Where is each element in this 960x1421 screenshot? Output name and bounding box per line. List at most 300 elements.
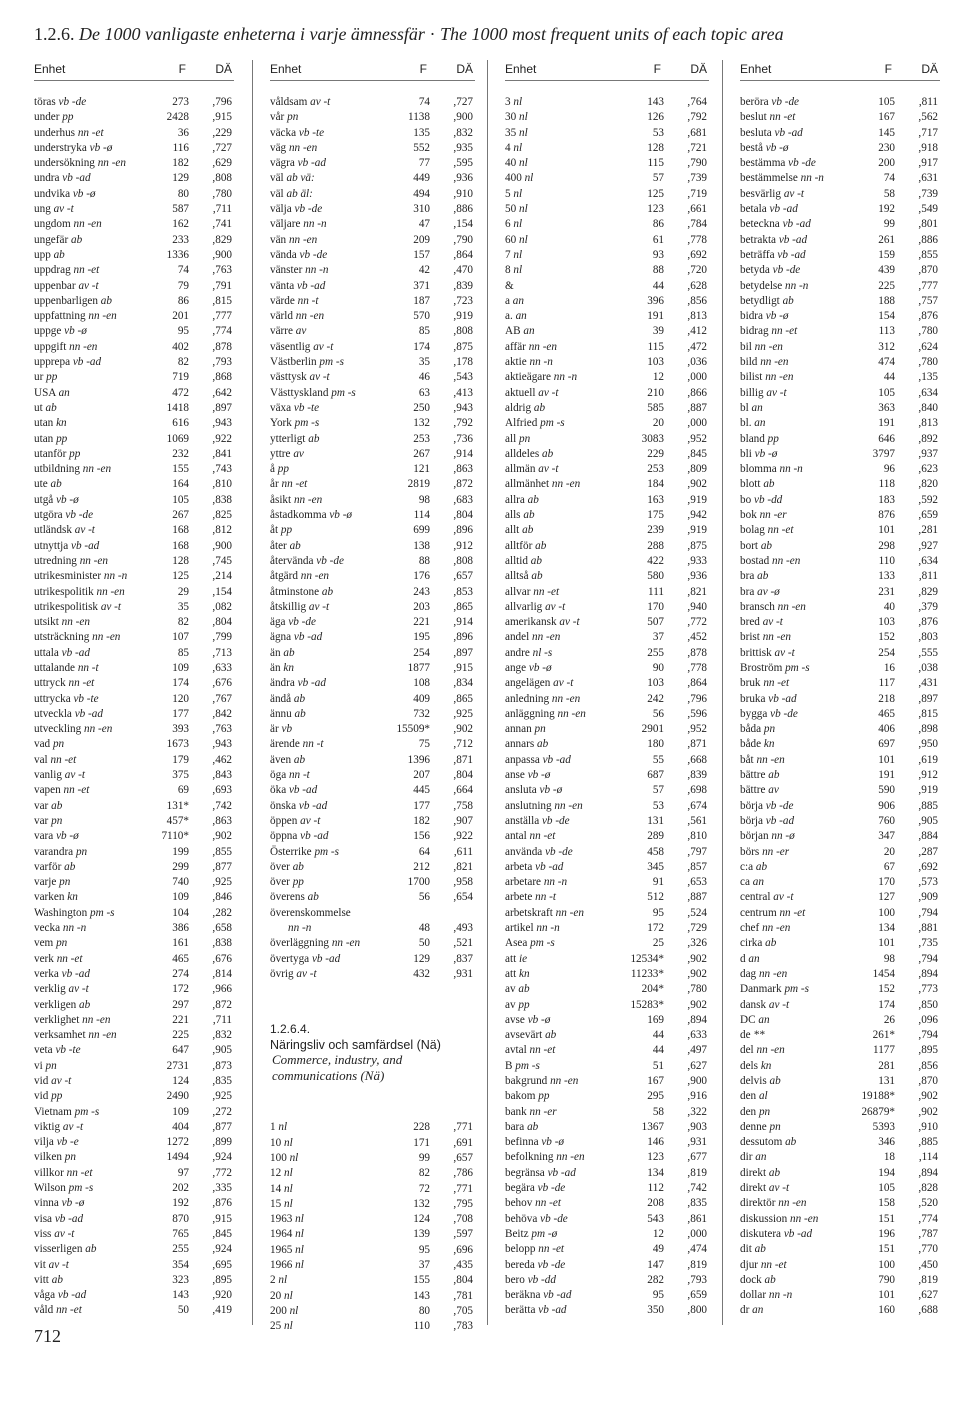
frequency-value: 363 bbox=[878, 401, 895, 414]
unit-word: Österrike bbox=[270, 845, 312, 858]
unit-word: B bbox=[505, 1059, 513, 1072]
frequency-value: 282 bbox=[647, 1273, 664, 1286]
frequency-value: 138 bbox=[413, 539, 430, 552]
unit-pos: nl bbox=[283, 1289, 293, 1302]
frequency-value: 616 bbox=[172, 417, 189, 430]
dispersion-value: ,777 bbox=[918, 279, 938, 292]
table-row bbox=[740, 1043, 940, 1058]
dispersion-value: ,909 bbox=[918, 891, 938, 904]
unit-entry bbox=[505, 799, 583, 814]
table-row bbox=[505, 1273, 709, 1288]
dispersion-value: ,619 bbox=[918, 753, 938, 766]
dispersion-value: ,412 bbox=[687, 325, 707, 338]
unit-entry bbox=[34, 875, 70, 890]
unit-pos: nn -en bbox=[295, 310, 325, 323]
table-row bbox=[34, 1196, 234, 1211]
unit-word: upprepa bbox=[34, 356, 71, 369]
frequency-value: 86 bbox=[177, 294, 189, 307]
frequency-value: 297 bbox=[172, 998, 189, 1011]
frequency-value: 422 bbox=[647, 554, 664, 567]
dispersion-value: ,931 bbox=[453, 967, 473, 980]
table-row bbox=[34, 1089, 234, 1104]
unit-entry bbox=[34, 615, 90, 630]
unit-word: öga bbox=[270, 769, 287, 782]
frequency-value: 1454 bbox=[872, 967, 895, 980]
frequency-value: 253 bbox=[413, 432, 430, 445]
table-row bbox=[740, 1105, 940, 1120]
unit-pos: vb bbox=[281, 723, 293, 736]
unit-word: betala bbox=[740, 203, 767, 216]
dispersion-value: ,764 bbox=[687, 96, 707, 108]
unit-entry bbox=[740, 845, 789, 860]
unit-entry bbox=[505, 783, 562, 798]
unit-entry bbox=[505, 1013, 550, 1028]
unit-entry bbox=[740, 829, 795, 844]
unit-word: utbildning bbox=[34, 463, 80, 476]
unit-word: töras bbox=[34, 96, 56, 108]
unit-entry bbox=[505, 187, 522, 202]
unit-word: Broström bbox=[740, 661, 783, 674]
dispersion-value: ,696 bbox=[453, 1243, 473, 1256]
frequency-value: 449 bbox=[413, 172, 430, 185]
dispersion-value: ,114 bbox=[918, 1151, 938, 1164]
unit-entry bbox=[740, 1303, 763, 1318]
frequency-value: 131* bbox=[166, 799, 189, 812]
table-row bbox=[270, 1212, 475, 1227]
unit-entry bbox=[270, 860, 304, 875]
unit-entry bbox=[34, 324, 87, 339]
frequency-value: 267 bbox=[413, 447, 430, 460]
frequency-value: 288 bbox=[647, 539, 664, 552]
unit-word: äga bbox=[270, 616, 286, 629]
unit-word: utredning bbox=[34, 554, 77, 567]
unit-pos: vb -ø bbox=[72, 187, 96, 200]
table-row bbox=[505, 845, 709, 860]
unit-word: del bbox=[740, 1044, 754, 1057]
unit-pos: pm -s bbox=[331, 386, 356, 399]
unit-word: båda bbox=[740, 723, 762, 736]
unit-entry bbox=[505, 569, 543, 584]
dispersion-value: ,435 bbox=[453, 1259, 473, 1272]
dispersion-value: ,825 bbox=[212, 509, 232, 522]
table-row bbox=[270, 906, 475, 921]
dispersion-value: ,664 bbox=[453, 784, 473, 797]
table-row bbox=[34, 998, 234, 1013]
frequency-value: 15283* bbox=[630, 998, 664, 1011]
table-row bbox=[505, 370, 709, 385]
unit-pos: an bbox=[58, 386, 70, 399]
unit-word: överenskommelse bbox=[270, 906, 351, 919]
dispersion-value: ,870 bbox=[918, 1075, 938, 1087]
dispersion-value: ,695 bbox=[212, 1258, 232, 1271]
frequency-value: 69 bbox=[177, 784, 189, 797]
unit-pos: vb -ad bbox=[311, 952, 341, 965]
unit-entry bbox=[505, 263, 522, 278]
unit-pos: vb -ad bbox=[778, 233, 808, 246]
frequency-value: 146 bbox=[647, 1136, 664, 1149]
unit-word: 1963 bbox=[270, 1213, 293, 1226]
frequency-value: 109 bbox=[172, 891, 189, 904]
unit-pos: vb -e bbox=[56, 1136, 79, 1149]
table-row bbox=[270, 263, 475, 278]
unit-pos: nn -n bbox=[768, 1289, 793, 1302]
table-row bbox=[740, 783, 940, 798]
table-row bbox=[740, 279, 940, 294]
unit-entry bbox=[270, 630, 322, 645]
frequency-value: 101 bbox=[878, 753, 895, 766]
word-column-1 bbox=[34, 60, 234, 1317]
unit-entry bbox=[505, 294, 524, 309]
unit-pos: vb -ad bbox=[297, 157, 326, 170]
dispersion-value: ,897 bbox=[453, 646, 473, 659]
dispersion-value: ,899 bbox=[212, 1136, 232, 1149]
unit-entry bbox=[270, 539, 301, 554]
unit-entry bbox=[505, 1074, 578, 1089]
unit-pos: ab bbox=[527, 493, 539, 506]
unit-word: åstadkomma bbox=[270, 509, 327, 522]
dispersion-value: ,887 bbox=[687, 891, 707, 904]
unit-entry bbox=[34, 1089, 62, 1104]
unit-pos: vb -de bbox=[65, 509, 94, 522]
unit-word: d bbox=[740, 952, 746, 965]
unit-entry bbox=[34, 477, 62, 492]
unit-word: arbetare bbox=[505, 876, 542, 889]
column-divider bbox=[487, 60, 488, 1325]
frequency-value: 97 bbox=[177, 1166, 189, 1179]
dispersion-value: ,708 bbox=[453, 1213, 473, 1226]
frequency-value: 209 bbox=[413, 233, 430, 246]
frequency-value: 386 bbox=[172, 922, 189, 935]
unit-pos: ab bbox=[79, 998, 91, 1011]
table-row bbox=[34, 676, 234, 691]
unit-word: visa bbox=[34, 1212, 53, 1225]
unit-pos: vb -de bbox=[771, 96, 800, 108]
frequency-value: 169 bbox=[647, 1013, 664, 1026]
dispersion-value: ,793 bbox=[687, 1273, 707, 1286]
table-row bbox=[505, 462, 709, 477]
unit-entry bbox=[505, 1212, 568, 1227]
dispersion-value: ,912 bbox=[918, 769, 938, 782]
dispersion-value: ,878 bbox=[687, 646, 707, 659]
unit-entry bbox=[34, 737, 64, 752]
rows-list bbox=[505, 95, 709, 1319]
frequency-value: 225 bbox=[878, 279, 895, 292]
unit-pos: nl bbox=[283, 1197, 293, 1210]
unit-entry bbox=[270, 202, 322, 217]
unit-entry bbox=[740, 860, 767, 875]
unit-pos: ab bbox=[533, 401, 546, 414]
table-row bbox=[34, 630, 234, 645]
frequency-value: 134 bbox=[878, 922, 895, 935]
table-row bbox=[505, 340, 709, 355]
unit-pos: nn -t bbox=[77, 661, 99, 674]
unit-word: avse bbox=[505, 1013, 525, 1026]
frequency-value: 273 bbox=[172, 96, 189, 108]
table-row bbox=[505, 615, 709, 630]
unit-pos: nl bbox=[283, 1136, 293, 1149]
section-title-english: Commerce, industry, and bbox=[272, 1052, 403, 1068]
table-row bbox=[34, 722, 234, 737]
unit-pos: pn bbox=[45, 1059, 57, 1072]
dispersion-value: ,611 bbox=[453, 845, 473, 858]
unit-pos: vb -ad bbox=[298, 799, 328, 812]
frequency-value: 2901 bbox=[641, 723, 664, 736]
column-header bbox=[505, 60, 709, 80]
dispersion-value: ,214 bbox=[212, 570, 232, 583]
frequency-value: 396 bbox=[647, 294, 664, 307]
frequency-value: 39 bbox=[652, 325, 664, 338]
unit-entry bbox=[270, 447, 304, 462]
dispersion-value: ,595 bbox=[453, 157, 473, 170]
unit-pos: kn bbox=[283, 661, 294, 674]
dispersion-value: ,082 bbox=[212, 600, 232, 613]
table-row bbox=[34, 1059, 234, 1074]
unit-entry bbox=[505, 829, 555, 844]
unit-word: Västberlin bbox=[270, 356, 317, 369]
table-row bbox=[34, 340, 234, 355]
unit-word: villkor bbox=[34, 1166, 64, 1179]
unit-entry bbox=[34, 1150, 76, 1165]
frequency-value: 143 bbox=[413, 1289, 430, 1302]
dispersion-value: ,877 bbox=[212, 1120, 232, 1133]
unit-entry bbox=[505, 447, 553, 462]
unit-word: cirka bbox=[740, 937, 763, 950]
table-row bbox=[34, 875, 234, 890]
unit-entry bbox=[740, 110, 795, 125]
unit-pos: nl bbox=[524, 172, 534, 185]
table-row bbox=[740, 477, 940, 492]
frequency-value: 191 bbox=[878, 769, 895, 782]
table-row bbox=[505, 294, 709, 309]
table-row bbox=[740, 263, 940, 278]
unit-entry bbox=[505, 952, 527, 967]
unit-word: angelägen bbox=[505, 677, 551, 690]
table-row bbox=[505, 1120, 709, 1135]
unit-entry bbox=[505, 156, 528, 171]
dispersion-value: ,555 bbox=[918, 646, 938, 659]
unit-word: varje bbox=[34, 876, 57, 889]
table-row bbox=[34, 110, 234, 125]
frequency-value: 96 bbox=[883, 463, 895, 476]
table-row bbox=[740, 1181, 940, 1196]
dispersion-value: ,896 bbox=[453, 524, 473, 537]
unit-entry bbox=[270, 646, 295, 661]
unit-pos: pn bbox=[56, 937, 68, 950]
unit-word: blomma bbox=[740, 463, 777, 476]
unit-pos: nl bbox=[513, 96, 523, 108]
unit-word: bygga bbox=[740, 707, 768, 720]
unit-word: väsentlig bbox=[270, 340, 311, 353]
dispersion-value: ,902 bbox=[918, 1090, 938, 1103]
unit-entry bbox=[740, 141, 788, 156]
header-unit: Enhet bbox=[270, 62, 302, 76]
unit-pos: an bbox=[755, 1151, 767, 1164]
unit-entry bbox=[270, 309, 324, 324]
unit-entry bbox=[740, 1028, 765, 1043]
dispersion-value: ,691 bbox=[453, 1136, 473, 1149]
table-row bbox=[740, 768, 940, 783]
unit-word: åter bbox=[270, 539, 287, 552]
dispersion-value: ,843 bbox=[212, 769, 232, 782]
unit-pos: nl bbox=[289, 1304, 299, 1317]
table-row bbox=[505, 477, 709, 492]
frequency-value: 179 bbox=[172, 753, 189, 766]
unit-entry bbox=[740, 661, 810, 676]
unit-pos: vb -ad bbox=[769, 203, 798, 216]
unit-word: år bbox=[270, 478, 279, 491]
unit-entry bbox=[270, 217, 327, 232]
dispersion-value: ,705 bbox=[453, 1304, 473, 1317]
frequency-value: 184 bbox=[647, 478, 664, 491]
table-row bbox=[505, 860, 709, 875]
unit-word: 1964 bbox=[270, 1228, 293, 1241]
unit-pos: ie bbox=[518, 952, 528, 965]
unit-word: 400 bbox=[505, 172, 522, 185]
unit-word: vem bbox=[34, 937, 54, 950]
frequency-value: 85 bbox=[177, 646, 189, 659]
unit-word: vi bbox=[34, 1059, 43, 1072]
unit-entry bbox=[505, 1181, 565, 1196]
dispersion-value: ,688 bbox=[918, 1304, 938, 1317]
unit-entry bbox=[270, 462, 289, 477]
unit-word: 20 bbox=[270, 1289, 282, 1302]
unit-word: befolkning bbox=[505, 1151, 554, 1164]
dispersion-value: ,919 bbox=[687, 524, 707, 537]
dispersion-value: ,470 bbox=[453, 264, 473, 277]
frequency-value: 12 bbox=[652, 371, 664, 384]
unit-entry bbox=[34, 569, 127, 584]
unit-pos: nn -en bbox=[555, 906, 584, 919]
dispersion-value: ,845 bbox=[212, 1227, 232, 1240]
unit-pos: nn -et bbox=[779, 906, 806, 919]
dispersion-value: ,799 bbox=[212, 631, 232, 644]
dispersion-value: ,627 bbox=[687, 1059, 707, 1072]
unit-entry bbox=[34, 447, 80, 462]
unit-pos: av -t bbox=[100, 600, 122, 613]
dispersion-value: ,681 bbox=[687, 126, 707, 139]
unit-pos: vb -ad bbox=[72, 356, 102, 369]
dispersion-value: ,772 bbox=[212, 1166, 232, 1179]
unit-word: Beitz bbox=[505, 1227, 529, 1240]
unit-entry bbox=[34, 493, 79, 508]
unit-entry bbox=[740, 156, 816, 171]
unit-entry bbox=[34, 783, 89, 798]
unit-entry bbox=[505, 1227, 557, 1242]
table-row bbox=[505, 171, 709, 186]
unit-entry bbox=[270, 1136, 293, 1151]
dispersion-value: ,721 bbox=[687, 141, 707, 154]
unit-pos: ab bbox=[764, 1273, 776, 1286]
unit-pos: an bbox=[751, 401, 763, 414]
unit-word: alldeles bbox=[505, 447, 540, 460]
frequency-value: 129 bbox=[413, 952, 430, 965]
unit-word: ändå bbox=[270, 692, 292, 705]
dispersion-value: ,739 bbox=[687, 172, 707, 185]
unit-entry bbox=[270, 1197, 293, 1212]
unit-pos: ab bbox=[64, 860, 76, 873]
table-row bbox=[270, 952, 475, 967]
unit-entry bbox=[505, 676, 573, 691]
unit-pos: nn -n bbox=[543, 876, 568, 889]
unit-pos: nn -er bbox=[759, 509, 787, 522]
table-row bbox=[740, 110, 940, 125]
frequency-value: 104 bbox=[172, 906, 189, 919]
frequency-value: 63 bbox=[418, 386, 430, 399]
frequency-value: 371 bbox=[413, 279, 430, 292]
unit-pos: vb -de bbox=[541, 814, 570, 827]
frequency-value: 88 bbox=[418, 554, 430, 567]
unit-word: bo bbox=[740, 493, 752, 506]
dispersion-value: ,914 bbox=[453, 447, 473, 460]
unit-word: början bbox=[740, 830, 769, 843]
unit-entry bbox=[270, 1273, 287, 1288]
unit-entry bbox=[270, 324, 306, 339]
unit-pos: nn -n bbox=[103, 570, 128, 583]
unit-word: Asea bbox=[505, 937, 528, 950]
dispersion-value: ,452 bbox=[687, 631, 707, 644]
table-row bbox=[740, 1166, 940, 1181]
dispersion-value: ,834 bbox=[453, 677, 473, 690]
dispersion-value: ,942 bbox=[687, 509, 707, 522]
table-row bbox=[270, 890, 475, 905]
unit-entry bbox=[34, 998, 90, 1013]
unit-pos: vb -de bbox=[299, 248, 328, 261]
table-row bbox=[505, 936, 709, 951]
unit-pos: av -t bbox=[309, 371, 330, 384]
unit-word: bra bbox=[740, 570, 755, 583]
unit-pos: vb -ad bbox=[768, 692, 797, 705]
table-row bbox=[34, 324, 234, 339]
frequency-value: 253 bbox=[647, 463, 664, 476]
unit-pos: vb -ad bbox=[765, 814, 795, 827]
table-row bbox=[34, 921, 234, 936]
unit-pos: nl bbox=[278, 1121, 288, 1134]
dispersion-value: ,767 bbox=[212, 692, 232, 705]
table-row bbox=[505, 1089, 709, 1104]
dispersion-value: ,720 bbox=[687, 264, 707, 277]
unit-entry bbox=[740, 355, 788, 370]
frequency-value: 164 bbox=[172, 478, 189, 491]
unit-entry bbox=[505, 141, 522, 156]
frequency-value: 99 bbox=[883, 218, 895, 231]
table-row bbox=[34, 493, 234, 508]
unit-pos: vb -de bbox=[294, 203, 323, 216]
unit-entry bbox=[270, 952, 340, 967]
unit-word: annars bbox=[505, 738, 535, 751]
unit-pos: vb -ad bbox=[297, 279, 326, 292]
unit-word: ännu bbox=[270, 707, 292, 720]
unit-entry bbox=[740, 416, 765, 431]
unit-word: 5 bbox=[505, 187, 511, 200]
unit-word: våldsam bbox=[270, 96, 308, 108]
dispersion-value: ,914 bbox=[453, 616, 473, 629]
unit-pos: pn bbox=[287, 111, 299, 124]
dispersion-value: ,915 bbox=[212, 111, 232, 124]
unit-entry bbox=[740, 998, 789, 1013]
unit-entry bbox=[740, 692, 797, 707]
unit-pos: nn -et bbox=[529, 1044, 556, 1057]
unit-word: 14 bbox=[270, 1182, 282, 1195]
unit-word: börja bbox=[740, 799, 763, 812]
unit-word: bolag bbox=[740, 524, 765, 537]
dispersion-value: ,952 bbox=[687, 723, 707, 736]
unit-pos: vb -ø bbox=[56, 830, 79, 843]
unit-entry bbox=[34, 523, 95, 538]
unit-pos: nn -et bbox=[73, 264, 100, 277]
frequency-value: 64 bbox=[418, 845, 430, 858]
unit-pos: nn -t bbox=[297, 294, 319, 307]
unit-pos: nn -et bbox=[68, 677, 95, 690]
